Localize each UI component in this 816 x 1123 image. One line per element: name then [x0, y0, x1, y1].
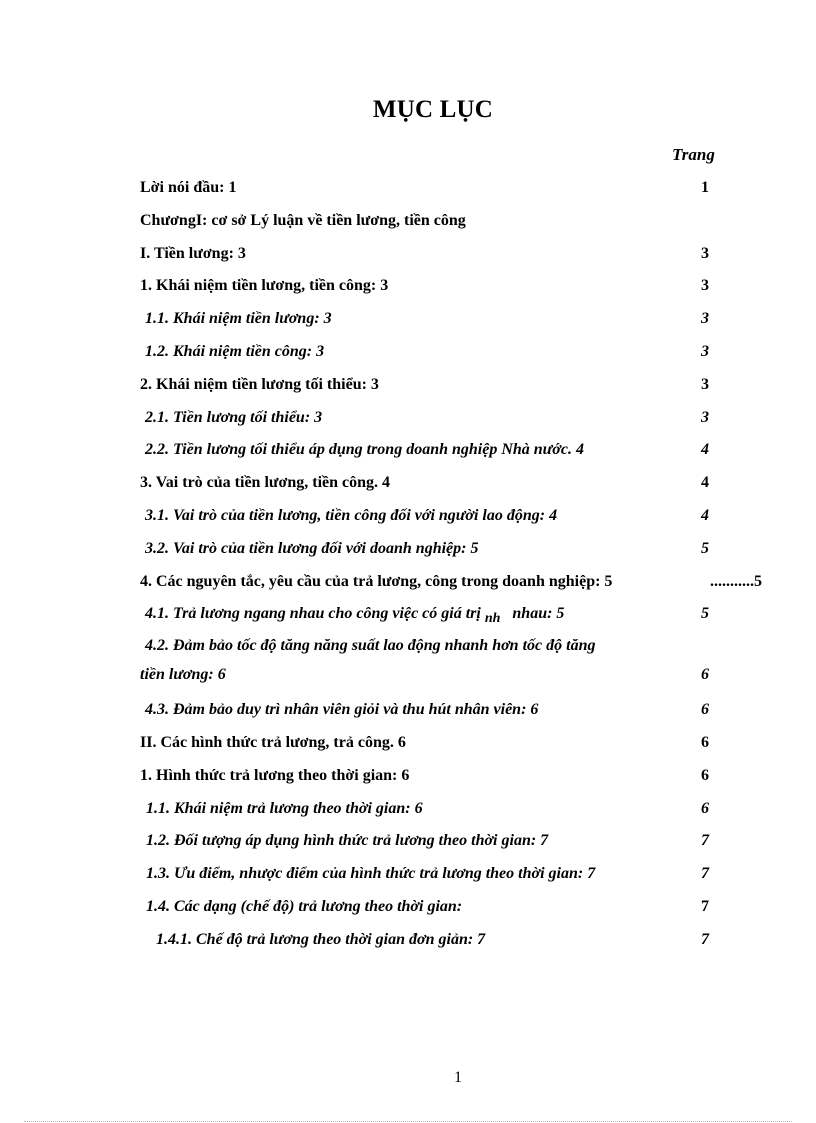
toc-entry[interactable]: [140, 402, 816, 435]
toc-entry[interactable]: [140, 205, 816, 238]
toc-entry-page: 7: [701, 865, 709, 883]
toc-entry-page: 7: [701, 930, 709, 948]
toc-entry[interactable]: [140, 924, 816, 957]
toc-entry-page: 5: [701, 539, 709, 557]
toc-entry-text: 1.1. Khái niệm trả lương theo thời gian: 6: [146, 799, 423, 817]
toc-entry-page: 6: [701, 701, 709, 719]
toc-entry-text: 1.4.1. Chế độ trả lương theo thời gian đơn giản: 7: [156, 930, 486, 948]
toc-entry-text: 3.2. Vai trò của tiền lương đối với doanh nghiệp: 5: [145, 539, 479, 557]
toc-entry-text: 3. Vai trò của tiền lương, tiền công. 4: [140, 474, 391, 492]
toc-entry-page: 3: [701, 342, 709, 360]
toc-entry-text: tiền lương: 6: [140, 666, 226, 684]
toc-entry-text: Lời nói đầu: 1: [140, 179, 237, 196]
toc-entry[interactable]: [140, 369, 816, 402]
toc-entry-text: 2.2. Tiền lương tối thiểu áp dụng trong doanh nghiệp Nhà nước. 4: [145, 441, 584, 459]
toc-entry-text: 3.1. Vai trò của tiền lương, tiền công đối với người lao động: 4: [145, 506, 558, 524]
toc-entry-text: I. Tiền lương: 3: [140, 244, 246, 262]
toc-entry-page: 4: [701, 506, 709, 524]
toc-entry-text: 2. Khái niệm tiền lương tối thiểu: 3: [140, 375, 379, 393]
toc-entry-text: [145, 598, 564, 632]
toc-entry-page: 7: [701, 897, 709, 915]
toc-entry-page: 3: [701, 277, 709, 295]
toc-entry[interactable]: [140, 533, 816, 566]
toc-entry-text: 1.1. Khái niệm tiền lương: 3: [145, 310, 332, 328]
toc-entry-page: 3: [701, 375, 709, 393]
toc-entry-page: 4: [701, 441, 709, 459]
toc-entry[interactable]: [140, 238, 816, 271]
toc-entry[interactable]: [140, 694, 816, 727]
toc-entry[interactable]: [140, 598, 816, 631]
page-number: 1: [454, 1069, 462, 1086]
toc-entry[interactable]: [140, 566, 816, 599]
toc-entry[interactable]: [140, 825, 816, 858]
page-bottom-divider: [24, 1121, 792, 1122]
toc-entry-continuation[interactable]: [140, 661, 816, 694]
toc-entry[interactable]: [140, 303, 816, 336]
toc-entry[interactable]: [140, 434, 816, 467]
toc-entry[interactable]: [140, 727, 816, 760]
toc-entry-text: 1.4. Các dạng (chế độ) trả lương theo thời gian:: [146, 897, 463, 915]
toc-entry-text: 2.1. Tiền lương tối thiểu: 3: [145, 408, 323, 426]
toc-entry[interactable]: [140, 467, 816, 500]
toc-entry-page: ...........5: [710, 572, 762, 590]
toc-entry-text: 1.3. Ưu điểm, nhược điểm của hình thức trả lương theo thời gian: 7: [146, 865, 596, 883]
toc-entry-text: 1.2. Khái niệm tiền công: 3: [145, 342, 325, 360]
toc-entry-page: 5: [701, 605, 709, 623]
toc-entry[interactable]: [140, 500, 816, 533]
toc-entry-text: 1. Hình thức trả lương theo thời gian: 6: [140, 766, 410, 784]
toc-entry-text: 1. Khái niệm tiền lương, tiền công: 3: [140, 277, 389, 295]
toc-entry-page: 3: [701, 408, 709, 426]
page-column-label: Trang: [672, 145, 715, 164]
toc-entry-page: 3: [701, 310, 709, 328]
toc-entry-page: 1: [701, 179, 709, 196]
toc-entry-text-part: 4.1. Trả lương ngang nhau cho công việc có giá trị: [145, 605, 481, 623]
table-of-contents: [140, 172, 816, 957]
toc-entry-page: 6: [701, 733, 709, 751]
toc-entry-page: 3: [701, 244, 709, 262]
toc-entry-text: 4.2. Đảm bảo tốc độ tăng năng suất lao động nhanh hơn tốc độ tăng: [145, 637, 596, 655]
toc-entry-page: 7: [701, 832, 709, 850]
toc-entry[interactable]: [140, 336, 816, 369]
toc-entry-subscript: nh: [484, 611, 501, 627]
toc-entry-text: 4. Các nguyên tắc, yêu cầu của trả lương, công trong doanh nghiệp: 5: [140, 572, 613, 590]
toc-entry-text: ChươngI: cơ sở Lý luận về tiền lương, tiền công: [140, 211, 466, 229]
toc-entry[interactable]: [140, 858, 816, 891]
toc-entry[interactable]: [140, 891, 816, 924]
toc-entry-text: 4.3. Đảm bảo duy trì nhân viên giỏi và thu hút nhân viên: 6: [145, 701, 539, 719]
toc-entry-text-part: nhau: 5: [512, 605, 565, 623]
toc-entry-page: 6: [701, 799, 709, 817]
toc-entry[interactable]: [140, 793, 816, 826]
toc-entry-text: 1.2. Đối tượng áp dụng hình thức trả lương theo thời gian: 7: [146, 832, 549, 850]
toc-entry-page: 6: [701, 766, 709, 784]
toc-entry[interactable]: [140, 270, 816, 303]
toc-entry[interactable]: [140, 631, 816, 661]
toc-entry[interactable]: [140, 760, 816, 793]
toc-entry-page: 4: [701, 474, 709, 492]
toc-entry-text: II. Các hình thức trả lương, trả công. 6: [140, 733, 406, 751]
toc-title: MỤC LỤC: [372, 96, 494, 123]
toc-entry[interactable]: [140, 172, 816, 205]
toc-entry-page: 6: [701, 666, 709, 684]
